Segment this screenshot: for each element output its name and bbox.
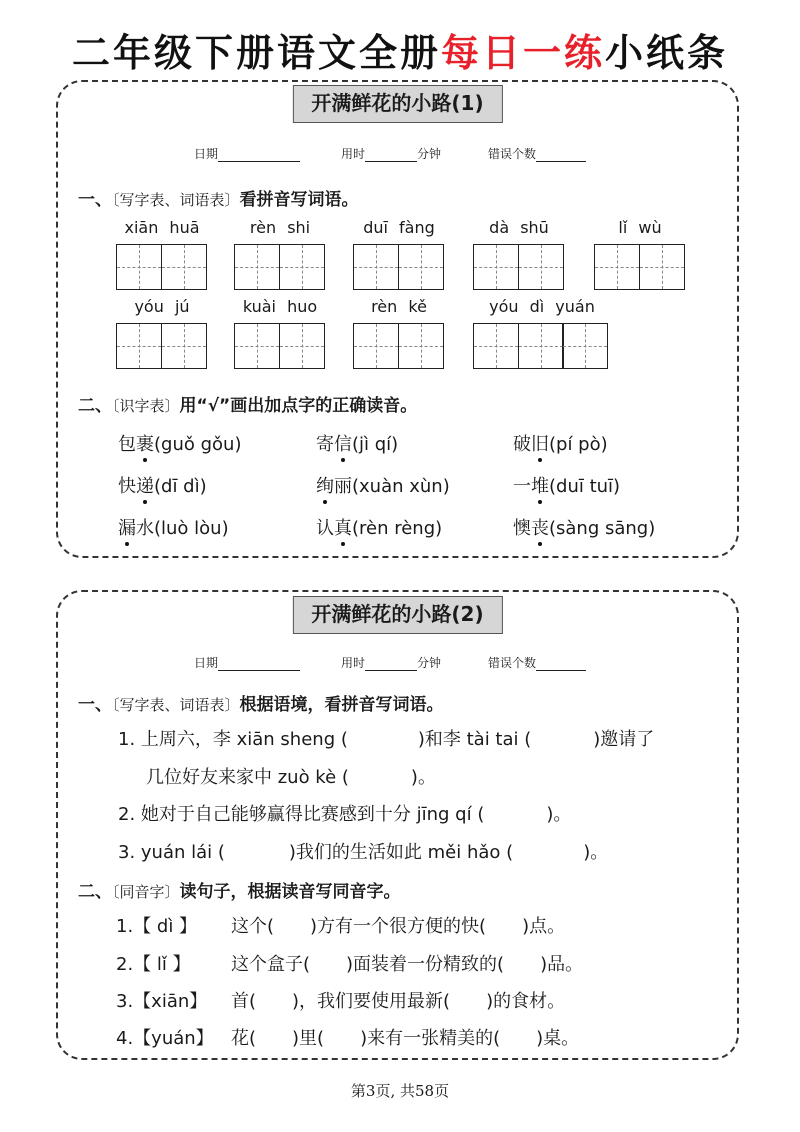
title-part2: 小纸条	[605, 31, 729, 75]
reading-choice[interactable]: 一堆(duī tuī)	[513, 476, 621, 497]
lesson2-title: 开满鲜花的小路(2)	[292, 596, 502, 634]
reading-choice[interactable]: 绚丽(xuàn xùn)	[316, 476, 450, 497]
pinyin-group	[234, 297, 326, 371]
date-blank[interactable]	[218, 148, 300, 162]
section-instruction: 用“√”画出加点字的正确读音。	[179, 396, 418, 416]
writing-box[interactable]	[161, 244, 207, 290]
sentence-1a: 1. 上周六，李 xiān sheng ( )和李 tài tai ( )邀请了	[118, 729, 655, 750]
writing-box[interactable]	[398, 323, 444, 369]
pinyin-group	[234, 218, 326, 292]
pinyin-label: dà shū	[489, 218, 549, 237]
sentence-2: 2. 她对于自己能够赢得比赛感到十分 jīng qí ( )。	[118, 804, 572, 825]
reading-choice[interactable]: 快递(dī dì)	[118, 476, 207, 497]
pinyin-label: rèn kě	[371, 297, 427, 316]
page-number: 第3页, 共58页	[350, 1082, 450, 1100]
lesson1-section1-heading	[78, 185, 359, 210]
homophone-3: 3.【xiān】 首( )，我们要使用最新( )的食材。	[116, 991, 566, 1012]
writing-box[interactable]	[161, 323, 207, 369]
section-tag: 〔写字表、词语表〕	[112, 191, 240, 209]
pinyin-label: duī fàng	[363, 218, 435, 237]
section-number: 一、	[78, 190, 112, 210]
time-blank[interactable]	[365, 148, 417, 162]
time-label: 用时	[341, 147, 366, 161]
writing-box[interactable]	[116, 323, 162, 369]
writing-box[interactable]	[353, 244, 399, 290]
section-tag: 〔写字表、词语表〕	[112, 696, 240, 714]
date-label: 日期	[194, 147, 219, 161]
pinyin-group	[594, 218, 686, 292]
writing-box[interactable]	[234, 244, 280, 290]
writing-box[interactable]	[518, 244, 564, 290]
lesson2-section1-heading	[78, 690, 444, 715]
homophone-2: 2.【 lǐ 】 这个盒子( )面装着一份精致的( )品。	[116, 954, 584, 975]
pinyin-group	[353, 297, 445, 371]
pinyin-label: rèn shi	[249, 218, 311, 237]
section-instruction: 读句子，根据读音写同音字。	[179, 882, 401, 902]
writing-box[interactable]	[473, 323, 519, 369]
pinyin-label: lǐ wù	[618, 218, 662, 237]
pinyin-group	[473, 218, 565, 292]
lesson2-card	[56, 590, 739, 1060]
section-instruction: 看拼音写词语。	[239, 190, 359, 210]
section-tag: 〔识字表〕	[112, 397, 180, 415]
lesson1-card	[56, 80, 739, 558]
pinyin-label: kuài huo	[242, 297, 318, 316]
lesson2-section2-heading	[78, 877, 401, 902]
lesson1-title: 开满鲜花的小路(1)	[292, 85, 502, 123]
homophone-1: 1.【 dì 】 这个( )方有一个很方便的快( )点。	[116, 916, 566, 937]
writing-box[interactable]	[594, 244, 640, 290]
section-instruction: 根据语境，看拼音写词语。	[239, 695, 444, 715]
pinyin-label: xiān huā	[124, 218, 200, 237]
section-tag: 〔同音字〕	[112, 883, 180, 901]
time-label: 用时	[341, 656, 366, 670]
date-label: 日期	[194, 656, 219, 670]
sentence-3: 3. yuán lái ( )我们的生活如此 měi hǎo ( )。	[118, 842, 609, 863]
sentence-1b: 几位好友来家中 zuò kè ( )。	[146, 767, 436, 788]
writing-box[interactable]	[398, 244, 444, 290]
time-blank[interactable]	[365, 657, 417, 671]
writing-box[interactable]	[116, 244, 162, 290]
pinyin-group	[473, 297, 611, 371]
reading-choice[interactable]: 寄信(jì qí)	[316, 434, 399, 455]
homophone-4: 4.【yuán】 花( )里( )来有一张精美的( )桌。	[116, 1028, 580, 1049]
section-number: 一、	[78, 695, 112, 715]
writing-box[interactable]	[473, 244, 519, 290]
writing-box[interactable]	[279, 323, 325, 369]
writing-box[interactable]	[353, 323, 399, 369]
errors-label: 错误个数	[488, 147, 537, 161]
reading-choice[interactable]: 破旧(pí pò)	[513, 434, 608, 455]
reading-choice[interactable]: 懊丧(sàng sāng)	[513, 518, 656, 539]
pinyin-label: yóu dì yuán	[489, 297, 595, 316]
pinyin-group	[116, 297, 208, 371]
errors-blank[interactable]	[536, 657, 586, 671]
writing-box[interactable]	[518, 323, 564, 369]
date-blank[interactable]	[218, 657, 300, 671]
title-part1: 二年级下册语文全册	[71, 31, 441, 75]
writing-box[interactable]	[279, 244, 325, 290]
writing-box[interactable]	[639, 244, 685, 290]
minutes-label: 分钟	[417, 656, 442, 670]
page-title	[0, 22, 800, 77]
section-number: 二、	[78, 882, 112, 902]
title-highlight: 每日一练	[440, 31, 605, 75]
reading-choice[interactable]: 漏水(luò lòu)	[118, 518, 229, 539]
lesson1-section2-heading	[78, 391, 417, 416]
pinyin-group	[116, 218, 208, 292]
writing-box[interactable]	[234, 323, 280, 369]
writing-box[interactable]	[562, 323, 608, 369]
reading-choice[interactable]: 包裹(guǒ gǒu)	[118, 434, 242, 455]
pinyin-group	[353, 218, 445, 292]
errors-label: 错误个数	[488, 656, 537, 670]
reading-choice[interactable]: 认真(rèn rèng)	[316, 518, 443, 539]
pinyin-label: yóu jú	[134, 297, 190, 316]
section-number: 二、	[78, 396, 112, 416]
errors-blank[interactable]	[536, 148, 586, 162]
minutes-label: 分钟	[417, 147, 442, 161]
